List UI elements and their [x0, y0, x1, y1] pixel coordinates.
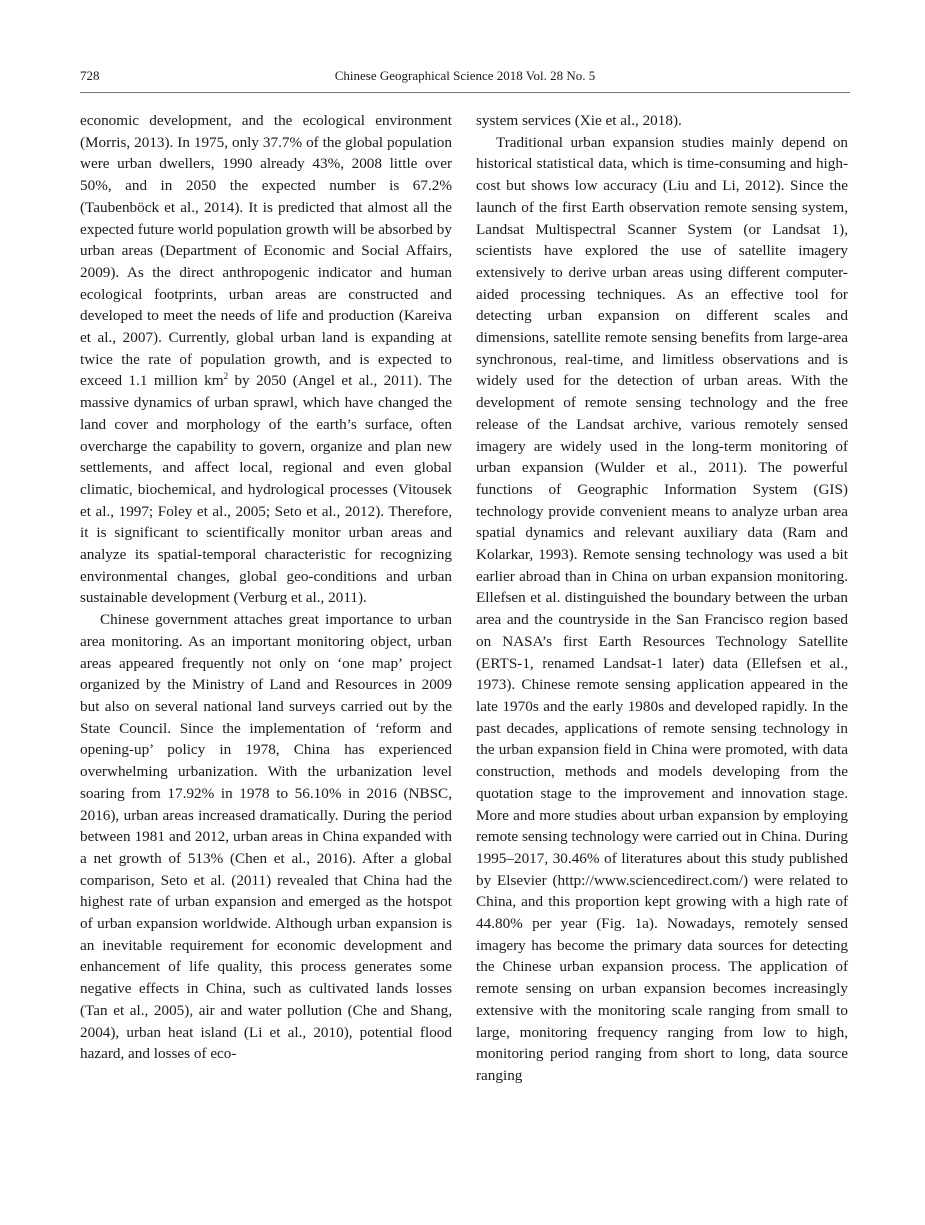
- right-paragraph-2: Traditional urban expansion studies mainly depend on historical statistical data, which is time-consuming and high-cost but shows low accuracy (Liu and Li, 2012). Since the launch of the first Earth observation remote sensing system, Landsat Multispectral Scanner System (or Landsat 1), scientists have explored the use of satellite imagery extensively to derive urban areas using different computer-aided processing techniques. As an effective tool for detecting urban expansion on different scales and dimensions, satellite remote sensing benefits from large-area synchronous, real-time, and limitless observations and is widely used for the detection of urban areas. With the development of remote sensing technology and the free release of the Landsat archive, various remotely sensed imagery are widely used in the long-term monitoring of urban expansion (Wulder et al., 2011). The powerful functions of Geographic Information System (GIS) technology provide convenient means to analyze urban area spatial dynamics and relevant auxiliary data (Ram and Kolarkar, 1993). Remote sensing technology was used a bit earlier abroad than in China on urban expansion monitoring. Ellefsen et al. distinguished the boundary between the urban area and the countryside in the San Francisco region based on NASA’s first Earth Resources Technology Satellite (ERTS-1, renamed Landsat-1 later) data (Ellefsen et al., 1973). Chinese remote sensing application appeared in the late 1970s and the early 1980s and developed rapidly. In the past decades, applications of remote sensing technology in the urban expansion field in China were promoted, with data construction, methods and models developing from the quotation stage to the improvement and innovation stage. More and more studies about urban expansion by employing remote sensing technology were carried out in China. During 1995–2017, 30.46% of literatures about this study published by Elsevier (http://www.sciencedirect.com/) were related to China, and this proportion kept growing with a high rate of 44.80% per year (Fig. 1a). Nowadays, remotely sensed imagery has become the primary data sources for detecting the Chinese urban expansion process. The application of remote sensing on urban expansion becomes increasingly extensive with the monitoring scale ranging from small to large, monitoring frequency ranging from low to high, monitoring period ranging from short to long, data source ranging: [476, 133, 848, 1084]
- left-column: [80, 110, 452, 1065]
- header-rule: [80, 92, 850, 93]
- page-number: 728: [80, 68, 100, 83]
- left-paragraph-1-text-b: by 2050 (Angel et al., 2011). The massive dynamics of urban sprawl, which have changed the land cover and morphology of the earth’s surface, often overcharge the capability to govern, organize and plan new settlements, and affect local, regional and even global climatic, biochemical, and hydrological processes (Vitousek et al., 1997; Foley et al., 2005; Seto et al., 2012). Therefore, it is significant to scientifically monitor urban areas and analyze its spatial-temporal characteristic for recognizing environmental changes, global geo-conditions and urban sustainable development (Verburg et al., 2011).: [80, 372, 453, 607]
- left-paragraph-1-text-a: economic development, and the ecological environment (Morris, 2013). In 1975, only 37.7% of the global population were urban dwellers, 1990 already 43%, 2008 little over 50%, and in 2050 the expected number is 67.2% (Taubenböck et al., 2014). It is predicted that almost all the expected future world population growth will be absorbed by urban areas (Department of Economic and Social Affairs, 2009). As the direct anthropogenic indicator and human ecological footprints, urban areas are constructed and developed to meet the needs of life and production (Kareiva et al., 2007). Currently, global urban land is expanding at twice the rate of population growth, and is expected to exceed 1.1 million km: [80, 112, 452, 390]
- left-paragraph-2: Chinese government attaches great importance to urban area monitoring. As an important monitoring object, urban areas appeared frequently not only on ‘one map’ project organized by the Ministry of Land and Resources in 2009 but also on several national land surveys carried out by the State Council. Since the implementation of ‘reform and opening-up’ policy in 1978, China has experienced overwhelming urbanization. With the urbanization level soaring from 17.92% in 1978 to 56.10% in 2016 (NBSC, 2016), urban areas increased dramatically. During the period between 1981 and 2012, urban areas in China expanded with a net growth of 513% (Chen et al., 2016). After a global comparison, Seto et al. (2011) revealed that China had the highest rate of urban expansion and emerged as the hotspot of urban expansion worldwide. Although urban expansion is an inevitable requirement for economic development and enhancement of life quality, this process generates some negative effects in China, such as cultivated lands losses (Tan et al., 2005), air and water pollution (Che and Shang, 2004), urban heat island (Li et al., 2010), potential flood hazard, and losses of eco-: [80, 611, 452, 1063]
- right-column: [476, 110, 848, 1087]
- left-paragraph-1: [80, 110, 452, 609]
- page-header: [80, 68, 850, 90]
- running-title: Chinese Geographical Science 2018 Vol. 28 No. 5: [334, 68, 596, 83]
- right-paragraph-1: system services (Xie et al., 2018).: [476, 112, 682, 129]
- superscript-2: 2: [223, 371, 229, 382]
